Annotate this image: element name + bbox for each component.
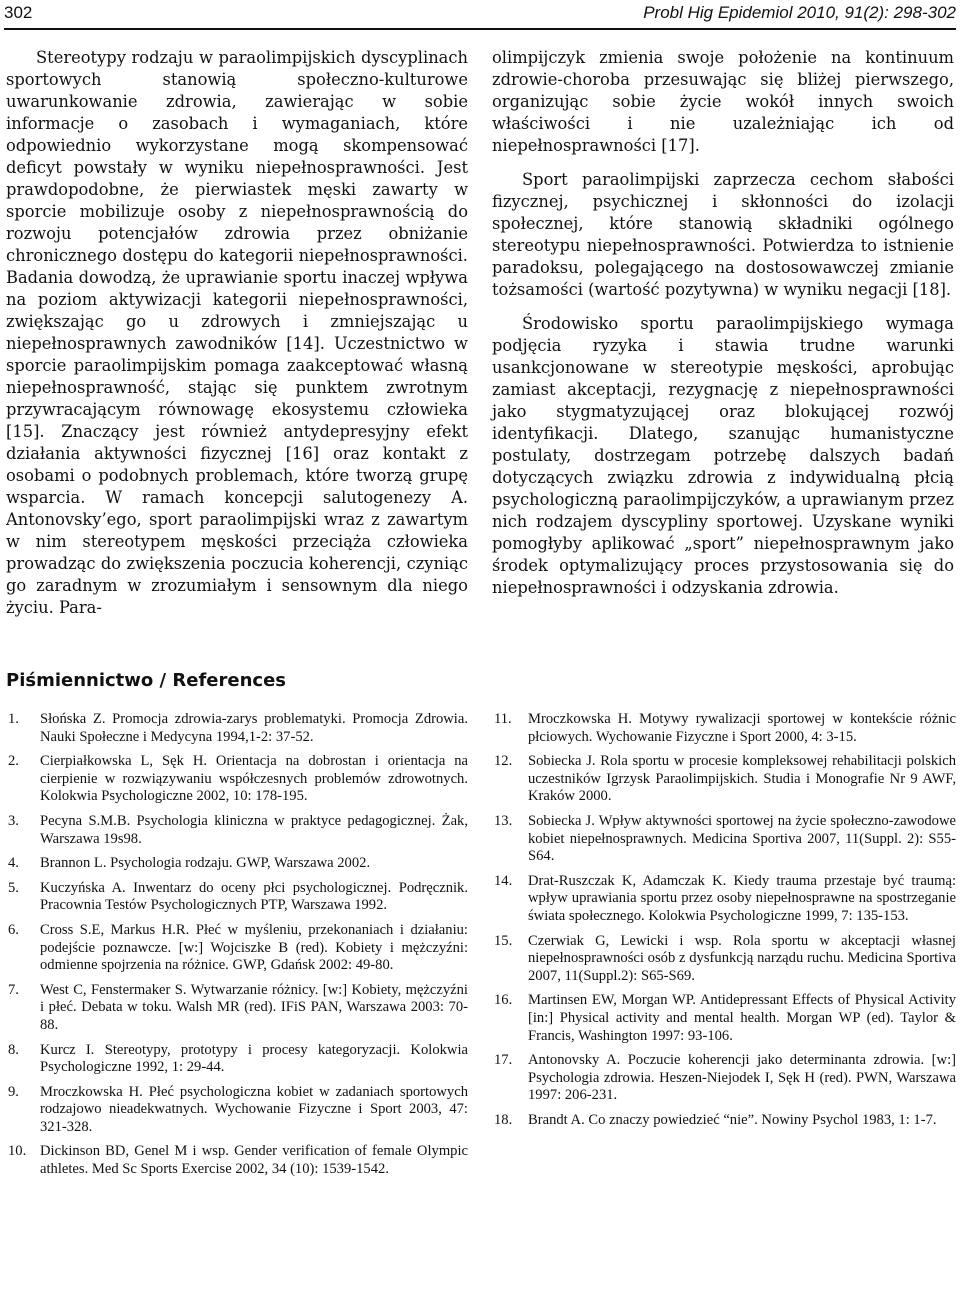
reference-text: Pecyna S.M.B. Psychologia kliniczna w praktyce pedagogicznej. Żak, Warszawa 19s98. bbox=[40, 812, 468, 847]
reference-number: 4. bbox=[8, 855, 19, 872]
reference-item bbox=[8, 753, 468, 806]
reference-item bbox=[494, 813, 956, 866]
reference-item bbox=[8, 922, 468, 975]
reference-number: 17. bbox=[494, 1052, 513, 1069]
reference-number: 12. bbox=[494, 753, 513, 770]
reference-text: Cierpiałkowska L, Sęk H. Orientacja na dobrostan i orientacja na cierpienie w rozwiązywaniu współczesnych problemów zdrowotnych. Kolokwia Psychologiczne 2002, 10: 178-195. bbox=[40, 753, 468, 805]
body-column-right bbox=[492, 47, 954, 599]
reference-item bbox=[8, 1143, 468, 1178]
reference-item bbox=[8, 1042, 468, 1077]
reference-number: 1. bbox=[8, 711, 19, 727]
page-number: 302 bbox=[4, 3, 33, 22]
reference-text: West C, Fenstermaker S. Wytwarzanie różnicy. [w:] Kobiety, mężczyźni i płeć. Debata w toku. Walsh MR (red). IFiS PAN, Warszawa 2003: 70-88. bbox=[40, 981, 468, 1033]
references-heading: Piśmiennictwo / References bbox=[6, 670, 286, 691]
reference-number: 3. bbox=[8, 812, 19, 829]
reference-item bbox=[494, 933, 956, 986]
reference-item bbox=[494, 711, 956, 746]
body-column-left bbox=[6, 47, 468, 619]
reference-number: 13. bbox=[494, 812, 513, 829]
references-list-right bbox=[494, 711, 956, 1136]
reference-number: 10. bbox=[8, 1143, 27, 1160]
reference-item bbox=[494, 753, 956, 806]
reference-number: 8. bbox=[8, 1041, 19, 1058]
reference-text: Drat-Ruszczak K, Adamczak K. Kiedy trauma przestaje być traumą: wpływ uprawiania sportu przez osoby niepełnosprawne na spostrzeganie świata społecznego. Kolokwia Psychologiczne 1999, 7: 135-153. bbox=[528, 872, 956, 924]
page-header bbox=[4, 0, 956, 30]
reference-item bbox=[494, 992, 956, 1045]
reference-number: 5. bbox=[8, 879, 19, 896]
reference-number: 11. bbox=[494, 711, 512, 727]
reference-item bbox=[8, 982, 468, 1035]
reference-number: 14. bbox=[494, 872, 513, 889]
reference-text: Cross S.E, Markus H.R. Płeć w myśleniu, przekonaniach i działaniu: podejście poznawcze. [w:] Wojciszke B (red). Kobiety i mężczyźni: odmienne spojrzenia na różnice. GWP, Gdańsk 2002: 49-80. bbox=[40, 921, 468, 974]
reference-number: 9. bbox=[8, 1083, 19, 1100]
reference-item bbox=[8, 855, 468, 873]
reference-text: Martinsen EW, Morgan WP. Antidepressant Effects of Physical Activity [in:] Physical activity and mental health. Morgan WP (ed). Taylor & Francis, Washington 1997: 93-106. bbox=[528, 992, 956, 1044]
reference-item bbox=[8, 880, 468, 915]
reference-text: Brandt A. Co znaczy powiedzieć “nie”. Nowiny Psychol 1983, 1: 1-7. bbox=[528, 1111, 937, 1128]
journal-reference: Probl Hig Epidemiol 2010, 91(2): 298-302 bbox=[643, 3, 956, 22]
reference-number: 15. bbox=[494, 932, 513, 949]
reference-text: Brannon L. Psychologia rodzaju. GWP, Warszawa 2002. bbox=[40, 855, 371, 872]
reference-number: 16. bbox=[494, 992, 513, 1009]
body-paragraph: Środowisko sportu paraolimpijskiego wymaga podjęcia ryzyka i stawia trudne warunki usankcjonowane w stereotypie męskości, aprobując zamiast akceptacji, rezygnację z niepełnosprawności jako stygmatyzującej oraz blokującej rozwój identyfikacji. Dlatego, szanując humanistyczne postulaty, dostrzegam potrzebę dalszych badań dotyczących związku zdrowia z indywidualną płcią psychologiczną paraolimpijczyków, a uprawianym przez nich rodzajem dyscypliny sportowej. Uzyskane wyniki pomogłyby aplikować „sport” niepełnosprawnym jako środek optymalizujący proces przystosowania się do niepełnosprawności i odzyskania zdrowia. bbox=[492, 314, 954, 597]
reference-number: 18. bbox=[494, 1111, 513, 1128]
body-paragraph-continuation: olimpijczyk zmienia swoje położenie na kontinuum zdrowie-choroba przesuwając się bliżej pierwszego, organizując sobie życie wokół innych swoich właściwości i nie uzależniając ich od niepełnosprawności [17]. bbox=[492, 48, 954, 155]
body-paragraph: Stereotypy rodzaju w paraolimpijskich dyscyplinach sportowych stanowią społeczno-kulturowe uwarunkowanie zdrowia, zawierając w sobie informacje o zasobach i wymaganiach, które odpowiednio wykorzystane mogą skompensować deficyt powstały w wyniku niepełnosprawności. Jest prawdopodobne, że pierwiastek męski zawarty w sporcie mobilizuje osoby z niepełnosprawnością do rozwoju potencjałów zdrowia przez obniżanie chronicznego dostępu do kategorii niepełnosprawności. Badania dowodzą, że uprawianie sportu inaczej wpływa na poziom aktywizacji kategorii niepełnosprawności, zwiększając go u zdrowych i zmniejszając u niepełnosprawnych zawodników [14]. Uczestnictwo w sporcie paraolimpijskim pomaga zaakceptować własną niepełnosprawność, stając się punktem zwrotnym przywracającym równowagę ekosystemu człowieka [15]. Znaczący jest również antydepresyjny efekt działania aktywności fizycznej [16] oraz kontakt z osobami o podobnych problemach, które tworzą grupę wsparcia. W ramach koncepcji salutogenezy A. Antonovsky’ego, sport paraolimpijski wraz z zawartym w nim stereotypem męskości przeciąża człowieka prowadząc do zwiększenia poczucia koherencji, czyniąc go zaradnym w zrozumiałym i sensownym dla niego życiu. Para- bbox=[6, 48, 468, 617]
reference-text: Sobiecka J. Rola sportu w procesie kompleksowej rehabilitacji polskich uczestników Igrzysk Paraolimpijskich. Studia i Monografie Nr 9 AWF, Kraków 2000. bbox=[528, 753, 956, 805]
reference-number: 2. bbox=[8, 753, 19, 770]
reference-text: Czerwiak G, Lewicki i wsp. Rola sportu w akceptacji własnej niepełnosprawności osób z dysfunkcją narządu ruchu. Medicina Sportiva 2007, 11(Suppl.2): S65-S69. bbox=[528, 932, 956, 984]
reference-item bbox=[8, 813, 468, 848]
reference-number: 6. bbox=[8, 921, 19, 938]
body-paragraph: Sport paraolimpijski zaprzecza cechom słabości fizycznej, psychicznej i skłonności do izolacji społecznej, które stanowią składniki ogólnego stereotypu niepełnosprawności. Potwierdza to istnienie paradoksu, polegającego na dostosowawczej zmianie tożsamości (wartość pozytywna) w wyniku negacji [18]. bbox=[492, 170, 954, 299]
reference-text: Mroczkowska H. Motywy rywalizacji sportowej w kontekście różnic płciowych. Wychowanie Fizyczne i Sport 2000, 4: 3-15. bbox=[528, 711, 956, 745]
reference-text: Mroczkowska H. Płeć psychologiczna kobiet w zadaniach sportowych rodzajowo nieadekwatnych. Wychowanie Fizyczne i Sport 2003, 47: 321-328. bbox=[40, 1083, 468, 1135]
reference-text: Kuczyńska A. Inwentarz do oceny płci psychologicznej. Podręcznik. Pracownia Testów Psychologicznych PTP, Warszawa 1992. bbox=[40, 879, 468, 914]
reference-text: Antonovsky A. Poczucie koherencji jako determinanta zdrowia. [w:] Psychologia zdrowia. Heszen-Niejodek I, Sęk H (red). PWN, Warszawa 1997: 206-231. bbox=[528, 1052, 956, 1104]
reference-item bbox=[494, 1112, 956, 1130]
reference-text: Sobiecka J. Wpływ aktywności sportowej na życie społeczno-zawodowe kobiet niepełnosprawnych. Medicina Sportiva 2007, 11(Suppl. 2): S55-S64. bbox=[528, 812, 956, 865]
reference-text: Kurcz I. Stereotypy, prototypy i procesy kategoryzacji. Kolokwia Psychologiczne 1992, 1: 29-44. bbox=[40, 1041, 468, 1076]
reference-item bbox=[494, 1052, 956, 1105]
reference-item bbox=[8, 1084, 468, 1137]
reference-text: Słońska Z. Promocja zdrowia-zarys problematyki. Promocja Zdrowia. Nauki Społeczne i Medycyna 1994,1-2: 37-52. bbox=[40, 711, 468, 745]
references-list-left bbox=[8, 711, 468, 1186]
reference-item bbox=[494, 873, 956, 926]
reference-text: Dickinson BD, Genel M i wsp. Gender verification of female Olympic athletes. Med Sc Sports Exercise 2002, 34 (10): 1539-1542. bbox=[40, 1143, 468, 1178]
reference-number: 7. bbox=[8, 981, 19, 998]
reference-item bbox=[8, 711, 468, 746]
